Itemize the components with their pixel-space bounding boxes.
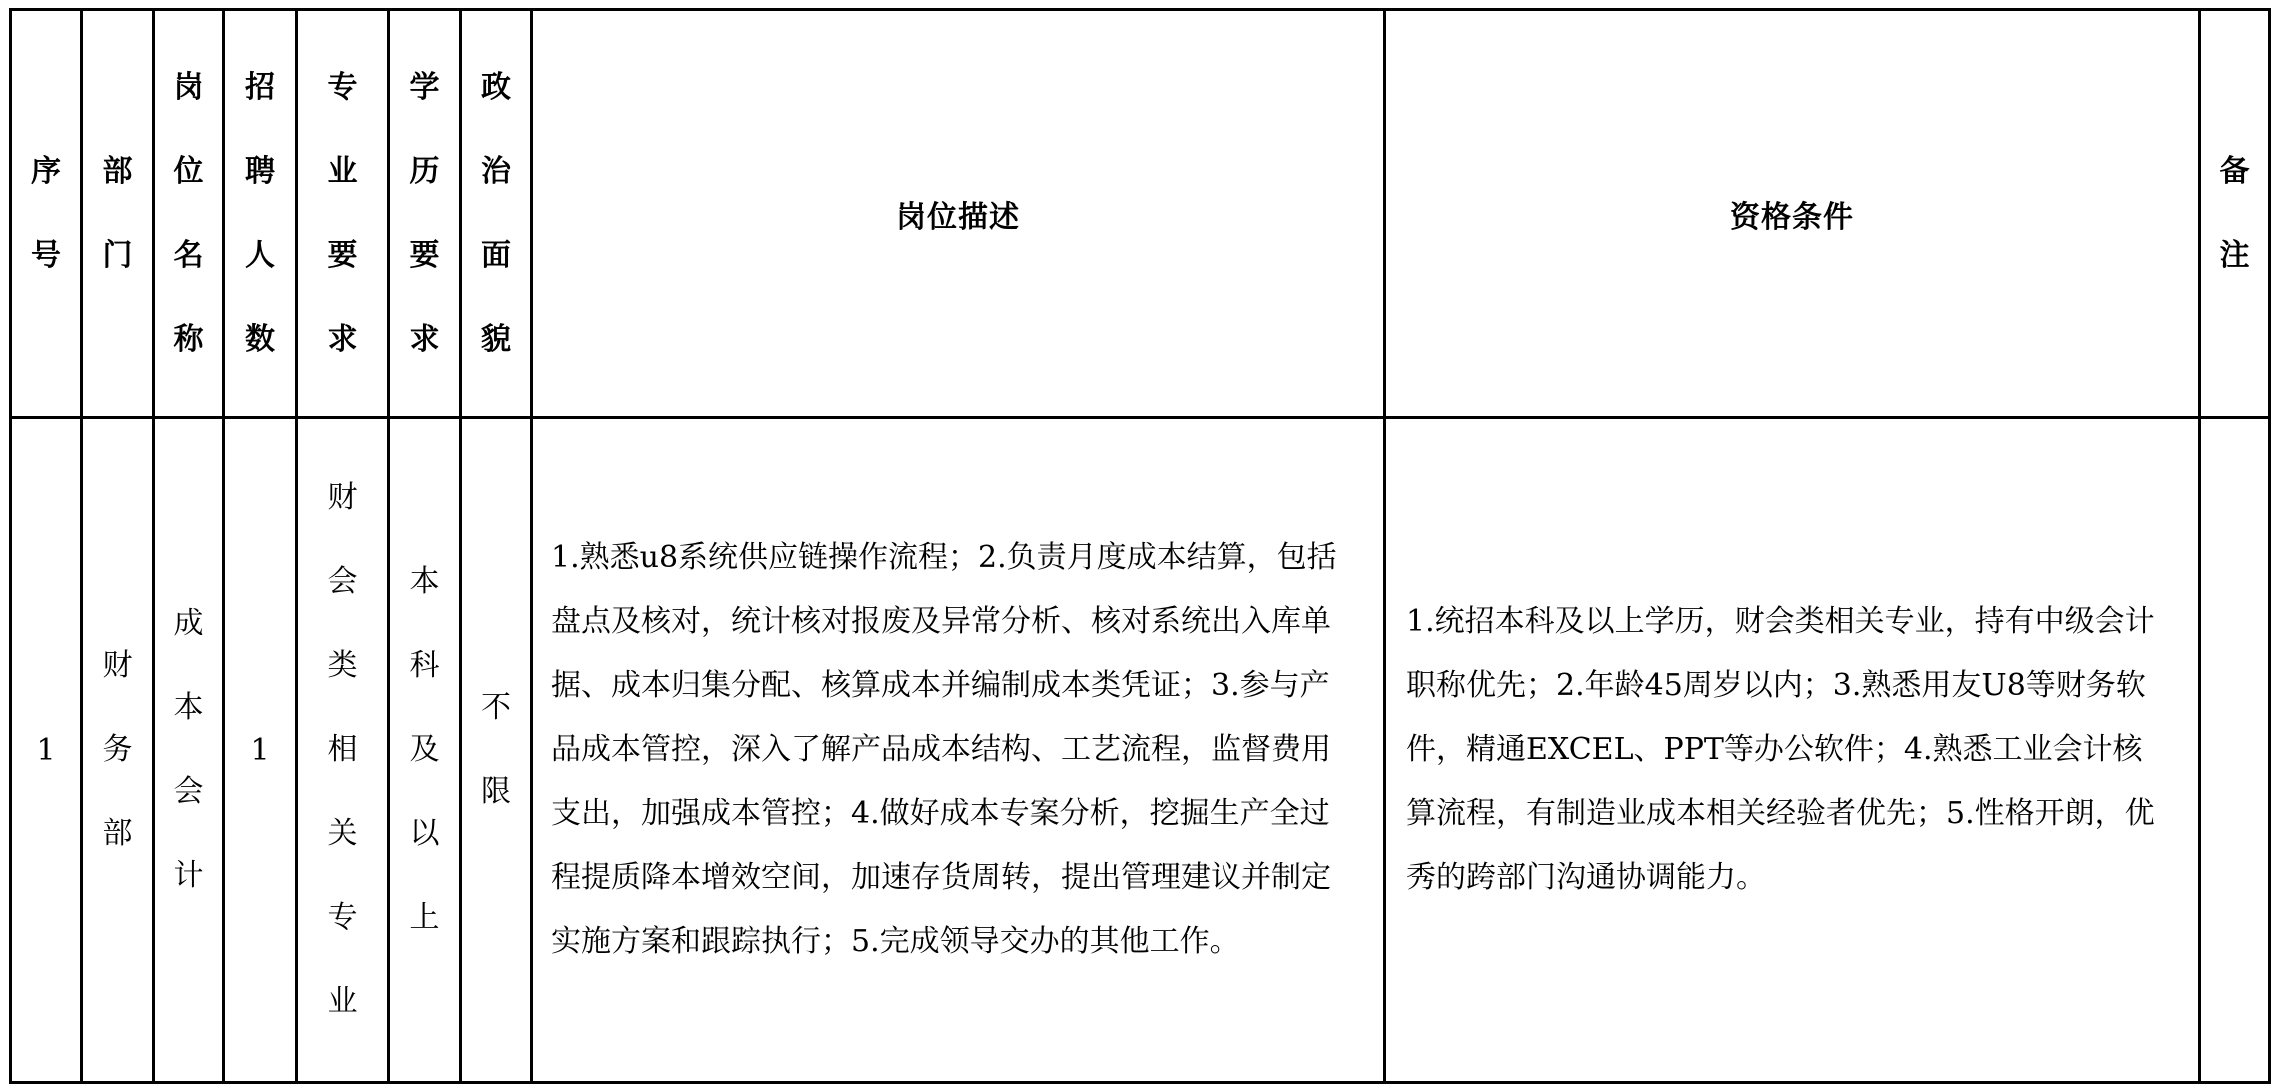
header-description-label: 岗位描述	[896, 199, 1020, 235]
header-count	[224, 10, 297, 418]
cell-qualifications-text: 1.统招本科及以上学历，财会类相关专业，持有中级会计职称优先；2.年龄45周岁以内；3.熟悉用友U8等财务软件，精通EXCEL、PPT等办公软件；4.熟悉工业会计核算流程，有制造业成本相关经验者优先；5.性格开朗，优秀的跨部门沟通协调能力。	[1406, 604, 2155, 895]
header-major-label: 专业要求	[327, 69, 358, 357]
cell-political	[461, 418, 532, 1083]
cell-position	[154, 418, 224, 1083]
header-seq-label: 序号	[31, 153, 61, 273]
header-remarks-label: 备注	[2219, 153, 2250, 273]
cell-dept-value: 财务部	[102, 648, 133, 851]
cell-major-value: 财会类相关专业	[327, 480, 358, 1019]
cell-political-value: 不限	[481, 690, 511, 809]
cell-count-value: 1	[250, 732, 270, 768]
header-education	[389, 10, 461, 418]
cell-dept	[82, 418, 154, 1083]
header-qualifications-label: 资格条件	[1730, 199, 1854, 235]
cell-position-value: 成本会计	[173, 606, 204, 893]
header-major	[297, 10, 389, 418]
cell-seq-value: 1	[36, 732, 56, 768]
header-count-label: 招聘人数	[245, 69, 275, 357]
cell-education	[389, 418, 461, 1083]
cell-count	[224, 418, 297, 1083]
table-header-row	[11, 10, 2270, 418]
header-position	[154, 10, 224, 418]
header-qualifications	[1385, 10, 2200, 418]
header-remarks	[2200, 10, 2270, 418]
header-education-label: 学历要求	[409, 69, 440, 357]
table-row	[11, 418, 2270, 1083]
cell-qualifications	[1385, 418, 2200, 1083]
header-position-label: 岗位名称	[173, 69, 204, 357]
cell-major	[297, 418, 389, 1083]
cell-remarks	[2200, 418, 2270, 1083]
header-description	[532, 10, 1385, 418]
header-political-label: 政治面貌	[481, 69, 511, 357]
header-dept	[82, 10, 154, 418]
recruitment-table	[9, 8, 2271, 1084]
header-political	[461, 10, 532, 418]
header-dept-label: 部门	[102, 153, 133, 273]
cell-description-text: 1.熟悉u8系统供应链操作流程；2.负责月度成本结算，包括盘点及核对，统计核对报废及异常分析、核对系统出入库单据、成本归集分配、核算成本并编制成本类凭证；3.参与产品成本管控，深入了解产品成本结构、工艺流程，监督费用支出，加强成本管控；4.做好成本专案分析，挖掘生产全过程提质降本增效空间，加速存货周转，提出管理建议并制定实施方案和跟踪执行；5.完成领导交办的其他工作。	[551, 540, 1337, 959]
cell-education-value: 本科及以上	[409, 564, 440, 935]
cell-description	[532, 418, 1385, 1083]
header-seq	[11, 10, 82, 418]
cell-seq	[11, 418, 82, 1083]
